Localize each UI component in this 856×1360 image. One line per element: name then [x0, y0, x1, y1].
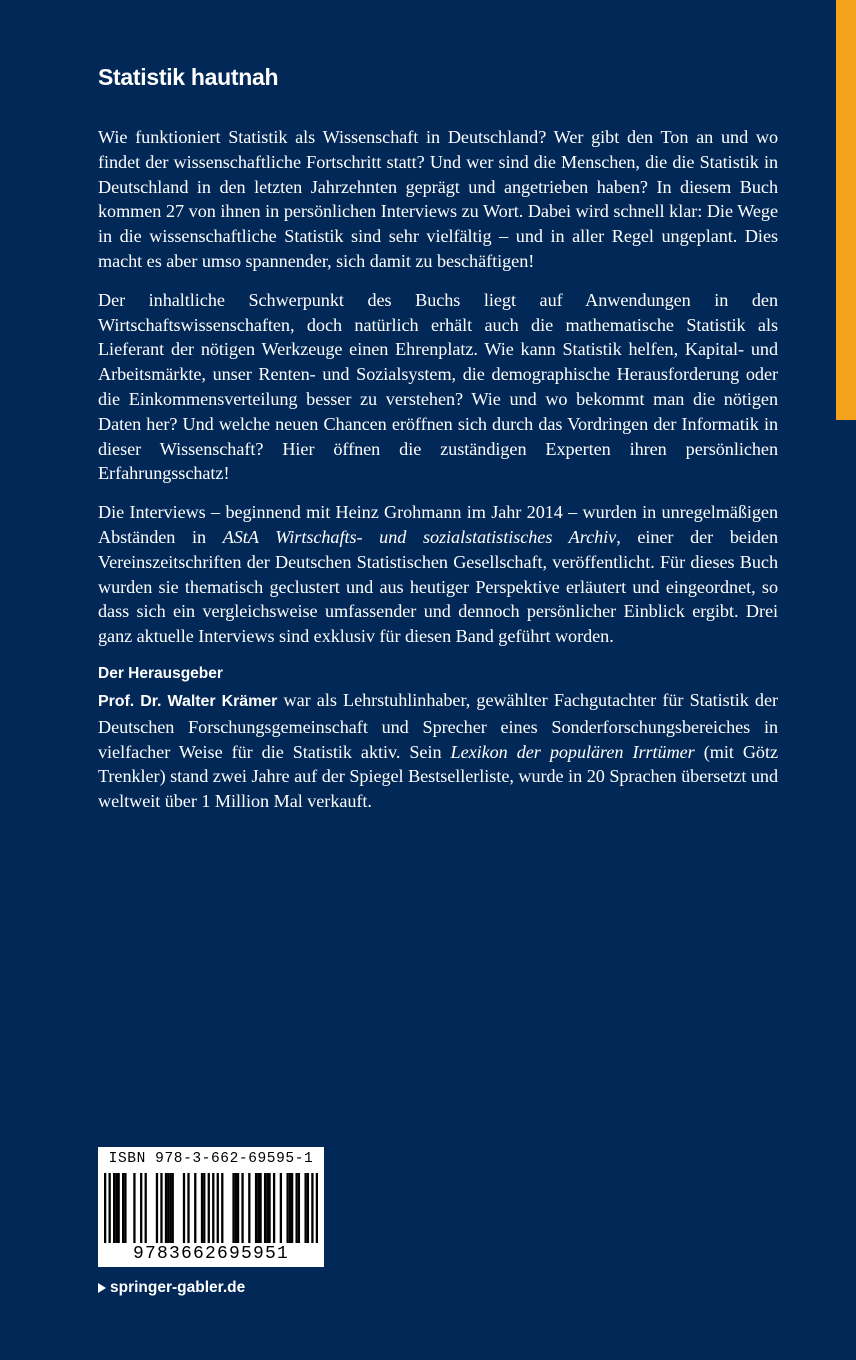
barcode-bar — [235, 1173, 237, 1243]
back-cover-text — [98, 60, 778, 828]
editor-bio-text: (mit Götz Trenkler) stand zwei Jahre auf der Spiegel Bestsellerliste, wurde in 20 Sprachen übersetzt und weltweit über 1 Million Mal verkauft. — [98, 741, 778, 812]
barcode-bar — [291, 1173, 293, 1243]
isbn-barcode — [98, 1147, 324, 1267]
barcode-bar — [264, 1173, 266, 1243]
barcode-bar — [295, 1173, 297, 1243]
barcode-bar — [257, 1173, 259, 1243]
barcode-digits: 9783662695951 — [132, 1244, 290, 1264]
barcode-bar — [124, 1173, 126, 1243]
barcode-bar — [194, 1173, 196, 1243]
barcode-bar — [237, 1173, 239, 1243]
barcode-bar — [165, 1173, 167, 1243]
barcode-bar — [255, 1173, 257, 1243]
barcode-bar — [115, 1173, 117, 1243]
barcode-bar — [140, 1173, 142, 1243]
editor-bio — [98, 688, 778, 814]
publisher-website[interactable] — [98, 1279, 245, 1297]
barcode-bar — [268, 1173, 270, 1243]
isbn-label: ISBN 978-3-662-69595-1 — [108, 1151, 314, 1167]
barcode-bar — [145, 1173, 147, 1243]
description-paragraph-2: Der inhaltliche Schwerpunkt des Buchs liegt auf Anwendungen in den Wirtschaftswissenschaften, doch natürlich erhält auch die mathematische Statistik als Lieferant der nötigen Werkzeuge einen Ehrenplatz. Wie kann Statistik helfen, Kapital- und Arbeitsmärkte, unser Renten- und Sozialsystem, die demographische Herausforderung oder die Einkommensverteilung besser zu verstehen? Wie und wo bekommt man die nötigen Daten her? Und welche neuen Chancen eröffnen sich durch das Vordringen der Informatik in dieser Wissenschaft? Hier öffnen die zuständigen Experten ihren persönlichen Erfahrungsschatz! — [98, 289, 778, 484]
barcode-bar — [203, 1173, 205, 1243]
barcode-bar — [201, 1173, 203, 1243]
barcode-bar — [316, 1173, 318, 1243]
barcode-bar — [241, 1173, 243, 1243]
barcode-bar — [169, 1173, 171, 1243]
barcode-bar — [259, 1173, 261, 1243]
barcode-bar — [167, 1173, 169, 1243]
barcode-bar — [183, 1173, 185, 1243]
book-reference: Lexikon der populären Irrtümer — [450, 741, 695, 762]
barcode-bar — [232, 1173, 234, 1243]
accent-strip — [836, 0, 856, 420]
barcode-bar — [273, 1173, 275, 1243]
website-url: springer-gabler.de — [110, 1279, 246, 1296]
barcode-bar — [122, 1173, 124, 1243]
paragraph-text: , einer der beiden Vereinszeitschriften der Deutschen Statistischen Gesellschaft, veröffentlicht. Für dieses Buch wurden sie thematisch geclustert und aus heutiger Perspektive erläutert und eingeordnet, so dass sich ein vergleichsweise umfassender und dennoch persönlicher Einblick ergibt. Drei ganz aktuelle Interviews sind exklusiv für diesen Band geführt worden. — [98, 526, 778, 647]
barcode-bar — [289, 1173, 291, 1243]
barcode-bar — [248, 1173, 250, 1243]
book-title: Statistik hautnah — [98, 64, 279, 90]
journal-title: AStA Wirtschafts- und sozialstatistisches Archiv — [222, 526, 617, 547]
editor-heading: Der Herausgeber — [98, 664, 223, 682]
barcode-bar — [280, 1173, 282, 1243]
barcode-bar — [286, 1173, 288, 1243]
barcode-bar — [187, 1173, 189, 1243]
barcode-bar — [160, 1173, 162, 1243]
barcode-bar — [156, 1173, 158, 1243]
barcode-bar — [118, 1173, 120, 1243]
barcode-bar — [217, 1173, 219, 1243]
barcode-bar — [266, 1173, 268, 1243]
barcode-bar — [104, 1173, 106, 1243]
editor-name: Prof. Dr. Walter Krämer — [98, 692, 278, 710]
description-paragraph-1: Wie funktioniert Statistik als Wissenschaft in Deutschland? Wer gibt den Ton an und wo findet der wissenschaftliche Fortschritt statt? Und wer sind die Menschen, die die Statistik in Deutschland in den letzten Jahrzehnten geprägt und angetrieben haben? In diesem Buch kommen 27 von ihnen in persönlichen Interviews zu Wort. Dabei wird schnell klar: Die Wege in die wissenschaftliche Statistik sind sehr vielfältig – und in aller Regel ungeplant. Dies macht es aber umso spannender, sich damit zu beschäftigen! — [98, 127, 778, 271]
barcode-bar — [109, 1173, 111, 1243]
barcode-bar — [208, 1173, 210, 1243]
barcode-bar — [172, 1173, 174, 1243]
barcode-bar — [311, 1173, 313, 1243]
barcode-bar — [221, 1173, 223, 1243]
barcode-bar — [113, 1173, 115, 1243]
triangle-right-icon — [98, 1283, 106, 1293]
barcode-bar — [212, 1173, 214, 1243]
barcode-bar — [307, 1173, 309, 1243]
description-paragraph-3 — [98, 500, 778, 649]
barcode-bar — [298, 1173, 300, 1243]
barcode-bar — [304, 1173, 306, 1243]
barcode-bars — [104, 1173, 318, 1245]
editor-bio-text: war als Lehrstuhlinhaber, gewählter Fachgutachter für Statistik der Deutschen Forschungsgemeinschaft und Sprecher eines Sonderforschungsbereiches in vielfacher Weise für die Statistik aktiv. Sein — [98, 689, 779, 762]
paragraph-text: Die Interviews – beginnend mit Heinz Grohmann im Jahr 2014 – wurden in unregelmäßigen Abständen in — [98, 502, 778, 547]
barcode-bar — [133, 1173, 135, 1243]
